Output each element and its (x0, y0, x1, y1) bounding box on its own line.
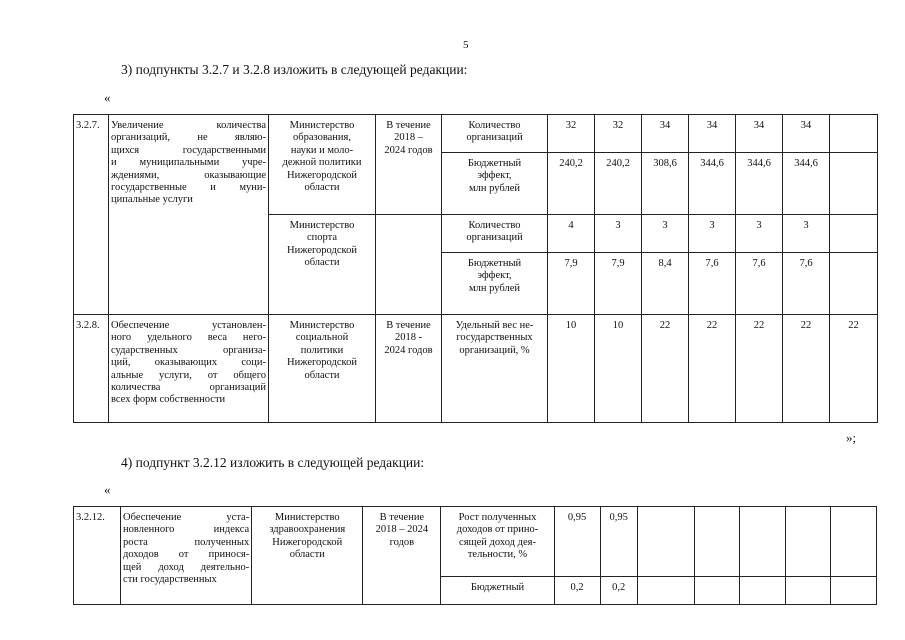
text-line: 2018 - (394, 332, 423, 344)
indicator-value-7 (830, 577, 876, 605)
indicator-value-3: 34 (642, 115, 689, 153)
indicator-value-5: 3 (736, 215, 783, 253)
indicator-value-5 (739, 577, 785, 605)
indicator-value-4 (694, 577, 739, 605)
text-line: Нижегородской (272, 536, 343, 548)
text-line: тельности, % (467, 549, 528, 561)
indicator-value-5: 34 (736, 115, 783, 153)
text-line: В течение (386, 120, 431, 131)
text-line: сударственных организа- (111, 344, 266, 356)
text-line: области (289, 549, 325, 561)
text-line: 2018 – (394, 132, 423, 144)
text-line: государственные и муни- (111, 182, 266, 194)
table-row (74, 315, 878, 423)
indicator-value-6: 3 (783, 215, 830, 253)
text-line: роста полученных (123, 536, 250, 548)
indicator-value-4: 3 (689, 215, 736, 253)
indicator-value-2: 3 (595, 215, 642, 253)
text-line: Бюджетный (467, 158, 522, 169)
term (376, 315, 442, 423)
text-line: 2024 годов (384, 144, 433, 156)
table-row (74, 115, 878, 153)
text-line: Увеличение количества (111, 120, 266, 131)
ministry (269, 215, 376, 315)
text-line: Количество (468, 120, 521, 131)
text-line: области (304, 257, 340, 269)
indicator-value-6: 22 (783, 315, 830, 423)
text-line: В течение (386, 320, 431, 331)
text-line: Министерство (274, 512, 340, 523)
text-line: государственных (456, 332, 533, 344)
indicator-value-3: 22 (642, 315, 689, 423)
indicator-value-6: 7,6 (783, 253, 830, 315)
text-line: всех форм собственности (111, 394, 226, 406)
ministry (269, 115, 376, 215)
indicator (441, 507, 554, 577)
indicator-value-4: 22 (689, 315, 736, 423)
text-line: количества организаций (111, 382, 266, 394)
indicator-value-5: 22 (736, 315, 783, 423)
text-line: млн рублей (469, 282, 520, 294)
text-line: щей доход деятельно- (123, 561, 250, 573)
term (376, 215, 442, 315)
text-line: организаций (466, 232, 523, 244)
text-line: социальной (295, 332, 349, 344)
indicator-value-6: 34 (783, 115, 830, 153)
indicator-value-2: 0,2 (600, 577, 637, 605)
indicator (442, 215, 548, 253)
item-name (109, 315, 269, 423)
indicator-value-1: 0,2 (554, 577, 600, 605)
text-line: области (304, 182, 340, 194)
indicator-value-1: 32 (548, 115, 595, 153)
indicator-value-7 (830, 253, 878, 315)
text-line: Нижегородской (287, 244, 357, 256)
ministry (269, 315, 376, 423)
text-line: сти государственных (123, 574, 217, 586)
text-line: В течение (379, 512, 425, 523)
indicator (442, 315, 548, 423)
indicator-value-4 (694, 507, 739, 577)
indicator-value-2: 240,2 (595, 153, 642, 215)
text-line: сящей доход дея- (459, 536, 536, 548)
open-quote-2: « (104, 482, 111, 497)
item-number: 3.2.8. (74, 315, 109, 423)
text-line: Министерство (289, 320, 355, 331)
item-name (109, 115, 269, 315)
text-line: Бюджетный (467, 258, 522, 269)
text-line: и муниципальными учре- (111, 157, 266, 169)
indicator-value-2: 7,9 (595, 253, 642, 315)
intro-paragraph-1: 3) подпункты 3.2.7 и 3.2.8 изложить в следующей редакции: (121, 62, 468, 77)
text-line: организаций (466, 132, 523, 144)
text-line: млн рублей (469, 182, 520, 194)
indicator-value-7 (830, 115, 878, 153)
text-line: ного удельного веса него- (111, 332, 266, 344)
text-line: щихся государственными (111, 144, 266, 156)
text-line: Обеспечение уста- (123, 512, 250, 523)
item-number: 3.2.12. (74, 507, 121, 605)
indicator-value-1: 4 (548, 215, 595, 253)
text-line: ципальные услуги (111, 194, 193, 206)
text-line: области (304, 369, 340, 381)
ministry (252, 507, 363, 605)
indicator (442, 253, 548, 315)
text-line: Министерство (289, 120, 355, 131)
indicator-value-2: 0,95 (600, 507, 637, 577)
indicator (442, 153, 548, 215)
indicator-value-1: 10 (548, 315, 595, 423)
text-line: спорта (306, 232, 338, 244)
term (363, 507, 441, 605)
indicator-value-7: 22 (830, 315, 878, 423)
page-number: 5 (463, 39, 469, 51)
text-line: Количество (468, 220, 521, 231)
table-subitems-3-2-7-3-2-8 (73, 114, 878, 423)
item-name (121, 507, 252, 605)
text-line: Нижегородской (287, 169, 357, 181)
text-line: Нижегородской (287, 357, 357, 369)
indicator-value-4: 344,6 (689, 153, 736, 215)
open-quote-1: « (104, 90, 111, 105)
text-line: образования, (292, 132, 351, 144)
intro-paragraph-2: 4) подпункт 3.2.12 изложить в следующей редакции: (121, 455, 425, 470)
indicator-value-3 (637, 577, 694, 605)
text-line: организаций, % (459, 344, 530, 356)
text-line: доходов от прино- (456, 524, 539, 536)
indicator-value-3: 8,4 (642, 253, 689, 315)
text-line: ждениями, оказывающие (111, 169, 266, 181)
text-line: годов (389, 536, 415, 548)
indicator-value-1: 240,2 (548, 153, 595, 215)
item-number: 3.2.7. (74, 115, 109, 315)
indicator (441, 577, 554, 605)
text-line: науки и моло- (290, 144, 354, 156)
indicator-value-7 (830, 215, 878, 253)
indicator-value-7 (830, 153, 878, 215)
indicator-value-1: 0,95 (554, 507, 600, 577)
indicator-value-2: 32 (595, 115, 642, 153)
text-line: организаций, не являю- (111, 132, 266, 144)
text-line: эффект, (477, 170, 512, 182)
indicator-value-6 (785, 577, 830, 605)
indicator-value-3: 3 (642, 215, 689, 253)
text-line: Бюджетный (470, 582, 525, 593)
text-line: Рост полученных (458, 512, 537, 523)
text-line: Министерство (289, 220, 355, 231)
text-line: здравоохранения (269, 524, 346, 536)
text-line: доходов от принося- (123, 549, 250, 561)
text-line: Обеспечение установлен- (111, 320, 266, 331)
indicator-value-6 (785, 507, 830, 577)
indicator-value-3: 308,6 (642, 153, 689, 215)
text-line: новленного индекса (123, 524, 250, 536)
text-line: политики (300, 344, 344, 356)
table-row (74, 507, 877, 577)
indicator-value-4: 34 (689, 115, 736, 153)
text-line: дежной политики (282, 157, 362, 169)
indicator-value-3 (637, 507, 694, 577)
text-line: эффект, (477, 270, 512, 282)
text-line: 2024 годов (384, 344, 433, 356)
indicator (442, 115, 548, 153)
text-line: ций, оказывающих соци- (111, 357, 266, 369)
indicator-value-5 (739, 507, 785, 577)
text-line: 2018 – 2024 (375, 524, 429, 536)
indicator-value-1: 7,9 (548, 253, 595, 315)
indicator-value-5: 344,6 (736, 153, 783, 215)
indicator-value-5: 7,6 (736, 253, 783, 315)
text-line: альные услуги, от общего (111, 369, 266, 381)
table-subitem-3-2-12 (73, 506, 877, 605)
indicator-value-2: 10 (595, 315, 642, 423)
close-quote: »; (846, 430, 857, 445)
term (376, 115, 442, 215)
indicator-value-6: 344,6 (783, 153, 830, 215)
indicator-value-4: 7,6 (689, 253, 736, 315)
indicator-value-7 (830, 507, 876, 577)
text-line: Удельный вес не- (455, 320, 534, 331)
